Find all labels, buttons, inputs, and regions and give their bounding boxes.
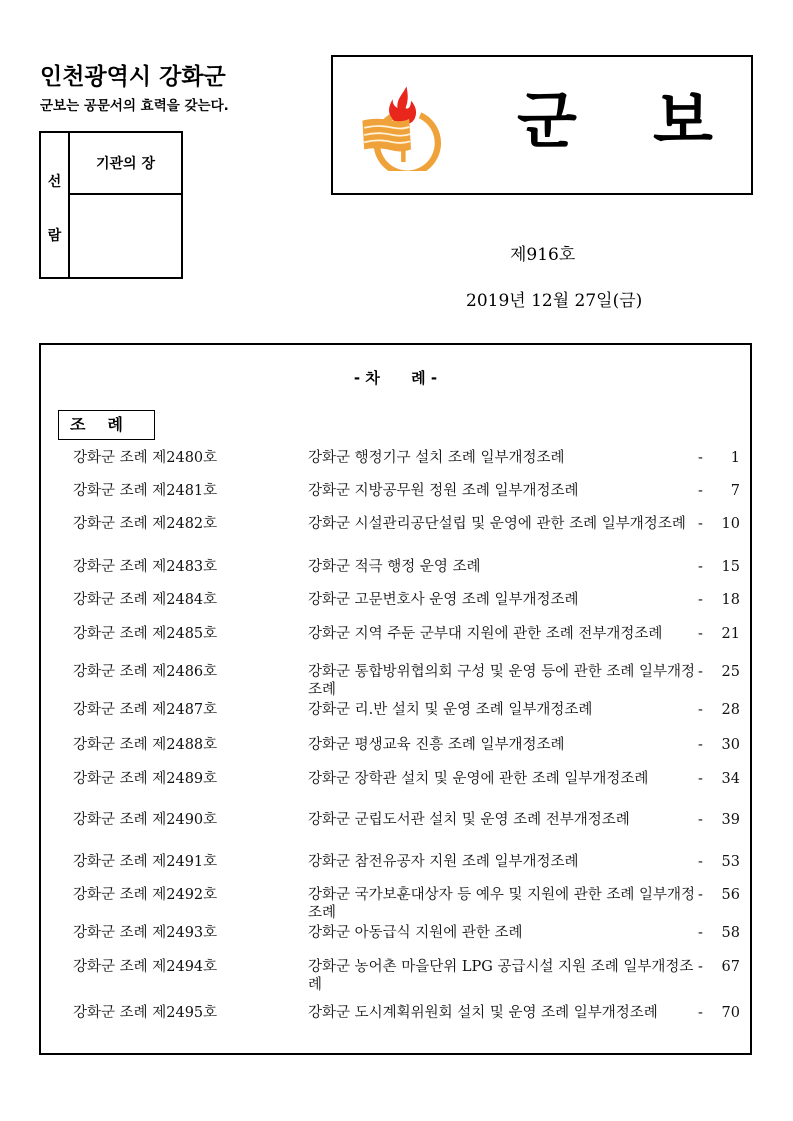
ordinance-number: 강화군 조례 제2490호 (73, 812, 218, 828)
ordinance-title: 강화군 시설관리공단설립 및 운영에 관한 조례 일부개정조례 (308, 516, 686, 532)
ordinance-number: 강화군 조례 제2480호 (73, 450, 218, 466)
ordinance-number: 강화군 조례 제2494호 (73, 959, 218, 975)
page-number: 53 (721, 854, 740, 870)
page-dash: - (698, 664, 703, 680)
page-dash: - (698, 925, 703, 941)
page-number: 18 (721, 592, 740, 608)
ordinance-number: 강화군 조례 제2484호 (73, 592, 218, 608)
page-number: 56 (721, 887, 740, 903)
title-char-bo: 보 (653, 84, 713, 157)
ordinance-number: 강화군 조례 제2485호 (73, 626, 218, 642)
ordinance-number: 강화군 조례 제2493호 (73, 925, 218, 941)
page-dash: - (698, 626, 703, 642)
page-number: 70 (721, 1005, 740, 1021)
ordinance-title: 강화군 장학관 설치 및 운영에 관한 조례 일부개정조례 (308, 771, 649, 787)
page-dash: - (698, 887, 703, 903)
approval-side-column (41, 133, 70, 277)
page-number: 7 (730, 483, 740, 499)
page-dash: - (698, 483, 703, 499)
region-name: 인천광역시 강화군 (40, 64, 226, 90)
page-dash: - (698, 516, 703, 532)
page-dash: - (698, 592, 703, 608)
ordinance-title: 강화군 지방공무원 정원 조례 일부개정조례 (308, 483, 579, 499)
section-label-part2: 례 (107, 415, 123, 434)
page-dash: - (698, 854, 703, 870)
page-dash: - (698, 812, 703, 828)
ordinance-title: 강화군 리.반 설치 및 운영 조례 일부개정조례 (308, 702, 593, 718)
page-dash: - (698, 559, 703, 575)
title-char-gun: 군 (517, 84, 577, 157)
gazette-motto: 군보는 공문서의 효력을 갖는다. (40, 98, 229, 114)
toc-title: - 차 례 - (353, 369, 438, 387)
ordinance-number: 강화군 조례 제2487호 (73, 702, 218, 718)
approval-head-cell: 기관의 장 (70, 133, 181, 195)
ordinance-title: 강화군 국가보훈대상자 등 예우 및 지원에 관한 조례 일부개정조례 (308, 887, 696, 921)
ordinance-title: 강화군 농어촌 마을단위 LPG 공급시설 지원 조례 일부개정조례 (308, 959, 694, 993)
page-number: 28 (721, 702, 740, 718)
ordinance-number: 강화군 조례 제2481호 (73, 483, 218, 499)
ordinance-title: 강화군 도시계획위원회 설치 및 운영 조례 일부개정조례 (308, 1005, 658, 1021)
ordinance-title: 강화군 군립도서관 설치 및 운영 조례 전부개정조례 (308, 812, 630, 828)
page-number: 25 (721, 664, 740, 680)
page-number: 58 (721, 925, 740, 941)
ordinance-number: 강화군 조례 제2489호 (73, 771, 218, 787)
ordinance-title: 강화군 통합방위협의회 구성 및 운영 등에 관한 조례 일부개정조례 (308, 664, 696, 698)
ordinance-title: 강화군 아동급식 지원에 관한 조례 (308, 925, 523, 941)
ordinance-number: 강화군 조례 제2492호 (73, 887, 218, 903)
page-dash: - (698, 737, 703, 753)
page-number: 34 (721, 771, 740, 787)
ordinance-number: 강화군 조례 제2488호 (73, 737, 218, 753)
page-dash: - (698, 1005, 703, 1021)
gazette-title-box (331, 55, 753, 195)
ordinance-number: 강화군 조례 제2482호 (73, 516, 218, 532)
page-dash: - (698, 450, 703, 466)
section-label-part1: 조 (70, 415, 86, 434)
approval-side-label-bottom: 람 (47, 228, 62, 244)
ordinance-title: 강화군 참전유공자 지원 조례 일부개정조례 (308, 854, 579, 870)
ordinance-title: 강화군 평생교육 진흥 조례 일부개정조례 (308, 737, 565, 753)
ordinance-number: 강화군 조례 제2483호 (73, 559, 218, 575)
ordinance-title: 강화군 고문변호사 운영 조례 일부개정조례 (308, 592, 579, 608)
approval-side-label-top: 선 (47, 174, 62, 190)
page-number: 1 (730, 450, 740, 466)
ordinance-title: 강화군 지역 주둔 군부대 지원에 관한 조례 전부개정조례 (308, 626, 663, 642)
issue-date: 2019년 12월 27일(금) (466, 291, 643, 311)
page-dash: - (698, 702, 703, 718)
approval-box (39, 131, 183, 279)
page-number: 21 (721, 626, 740, 642)
section-label-ordinances (58, 410, 155, 440)
ordinance-number: 강화군 조례 제2495호 (73, 1005, 218, 1021)
ordinance-number: 강화군 조례 제2491호 (73, 854, 218, 870)
page-number: 30 (721, 737, 740, 753)
page-number: 15 (721, 559, 740, 575)
ordinance-title: 강화군 적극 행정 운영 조례 (308, 559, 481, 575)
page-number: 10 (721, 516, 740, 532)
page-number: 67 (721, 959, 740, 975)
ordinance-title: 강화군 행정기구 설치 조례 일부개정조례 (308, 450, 565, 466)
table-of-contents (39, 343, 752, 1055)
page-dash: - (698, 959, 703, 975)
page-dash: - (698, 771, 703, 787)
issue-number: 제916호 (510, 245, 576, 265)
ordinance-number: 강화군 조례 제2486호 (73, 664, 218, 680)
ganghwa-county-emblem-icon (357, 81, 447, 171)
page-number: 39 (721, 812, 740, 828)
